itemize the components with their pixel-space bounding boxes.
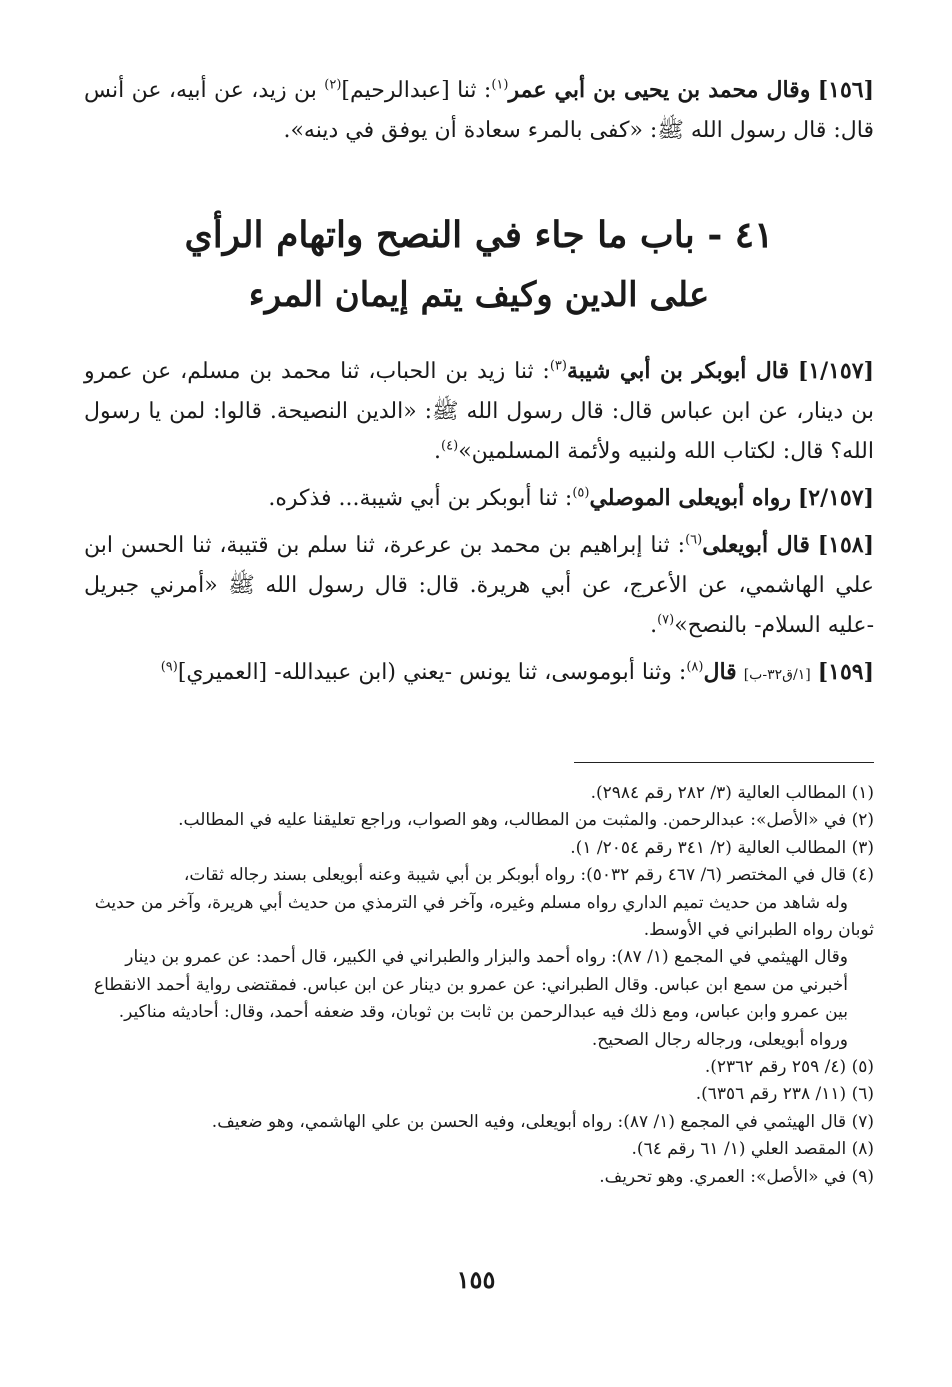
footnote-ref: (٦): [685, 532, 703, 548]
footnote: (١) المطالب العالية (٣/ ٢٨٢ رقم ٢٩٨٤).: [590, 783, 874, 803]
footnote-ref: (٤): [441, 438, 459, 454]
hadith-159: [84, 652, 874, 695]
footnote-ref: (٧): [657, 612, 675, 628]
hadith-number: [٢/١٥٧]: [797, 485, 874, 511]
hadith-157-1: [84, 351, 874, 472]
hadith-text: : ثنا أبوبكر بن أبي شيبة... فذكره.: [268, 486, 573, 511]
hadith-text: .: [650, 613, 658, 638]
footnote-ref: (٣): [549, 358, 567, 374]
manuscript-ref: [١/ق٣٢-ب]: [743, 667, 811, 683]
narrator-lead: قال أبوبكر بن أبي شيبة: [566, 358, 790, 384]
footnotes: [84, 780, 874, 1191]
hadith-text: .: [434, 439, 442, 464]
hadith-158: [84, 525, 874, 646]
page-number: ١٥٥: [456, 1265, 496, 1294]
footnote: (٧) قال الهيثمي في المجمع (١/ ٨٧): رواه أبويعلى، وفيه الحسن بن علي الهاشمي، وهو ضعيف.: [211, 1111, 874, 1132]
footnote: (٥) (٤/ ٢٥٩ رقم ٢٣٦٢).: [704, 1057, 874, 1078]
narrator-lead: قال: [703, 659, 737, 685]
footnote-text: (٤) قال في المختصر (٦/ ٤٦٧ رقم ٥٠٣٢): رواه أبوبكر بن أبي شيبة وعنه أبويعلى بسند رجاله ثقات،: [183, 865, 874, 886]
hadith-number: [١٥٨]: [817, 532, 875, 558]
footnote-ref: (٨): [686, 659, 704, 675]
hadith-text: : ثنا زيد بن الحباب، ثنا محمد بن مسلم، عن عمرو بن دينار، عن ابن عباس قال: قال رسول الله ﷺ: «الدين النصيحة. قالوا: لمن يا رسول الله؟ قال: لكتاب الله ولنبيه ولأئمة المسلمين»: [84, 359, 874, 464]
narrator-lead: وقال محمد بن يحيى بن أبي عمر: [508, 77, 811, 103]
hadith-text: : ثنا [عبدالرحيم]: [341, 78, 492, 103]
footnote: [84, 862, 874, 944]
chapter-heading: ٤١ - باب ما جاء في النصح واتهام الرأي: [184, 214, 774, 256]
hadith-number: [١٥٦]: [817, 77, 874, 103]
footnote: (٢) في «الأصل»: عبدالرحمن. والمثبت من المطالب، وهو الصواب، وراجع تعليقنا عليه في المطالب.: [178, 810, 874, 831]
footnote-continuation: وله شاهد من حديث تميم الداري رواه مسلم وغيره، وآخر في الترمذي من حديث أبي هريرة، وآخر من حديث ثوبان رواه الطبراني في الأوسط.: [94, 892, 874, 941]
chapter-subheading: على الدين وكيف يتم إيمان المرء: [248, 275, 710, 315]
narrator-lead: رواه أبويعلى الموصلي: [589, 485, 791, 511]
narrator-lead: قال أبويعلى: [702, 532, 810, 558]
hadith-text: بن زيد، عن أبيه، عن أنس قال: قال رسول الله ﷺ: «كفى بالمرء سعادة أن يوفق في دينه».: [84, 78, 874, 143]
footnote: (٦) (١١/ ٢٣٨ رقم ٦٣٥٦).: [695, 1084, 874, 1105]
footnote: (٩) في «الأصل»: العمري. وهو تحريف.: [599, 1166, 874, 1187]
hadith-157-2: [84, 478, 874, 519]
hadith-156: [84, 70, 874, 151]
footnote-ref: (١): [491, 77, 509, 93]
hadith-text: : ثنا إبراهيم بن محمد بن عرعرة، ثنا سلم بن قتيبة، ثنا الحسن ابن علي الهاشمي، عن الأعرج، عن أبي هريرة. قال: قال رسول الله ﷺ «أمرني جبريل -عليه السلام- بالنصح»: [84, 533, 874, 638]
footnote-divider: [574, 762, 874, 763]
main-text: [84, 70, 874, 695]
hadith-text: : وثنا أبوموسى، ثنا يونس -يعني (ابن عبيدالله- [العميري]: [177, 660, 687, 685]
footnote-ref: (٩): [160, 659, 178, 675]
footnote-ref: (٥): [572, 485, 590, 501]
footnote: (٨) المقصد العلي (١/ ٦١ رقم ٦٤).: [631, 1139, 874, 1160]
hadith-number: [١٥٩]: [817, 659, 874, 685]
footnote: (٣) المطالب العالية (٢/ ٣٤١ رقم ٢٠٥٤/ ١).: [570, 837, 874, 858]
hadith-number: [١/١٥٧]: [797, 358, 874, 384]
footnote-ref: (٢): [324, 77, 342, 93]
footnote: وقال الهيثمي في المجمع (١/ ٨٧): رواه أحمد والبزار والطبراني في الكبير، قال أحمد: عن عمرو بن دينار أخبرني من سمع ابن عباس. وقال الطبراني: عن عمرو بن دينار عن ابن عباس. فمقتضى رواية أحمد الانقطاع بين عمرو وابن عباس، ومع ذلك فيه عبدالرحمن بن ثابت بن ثوبان، وقد ضعفه أحمد، وقال: أحاديثه مناكير. ورواه أبويعلى، ورجاله رجال الصحيح.: [93, 947, 848, 1050]
